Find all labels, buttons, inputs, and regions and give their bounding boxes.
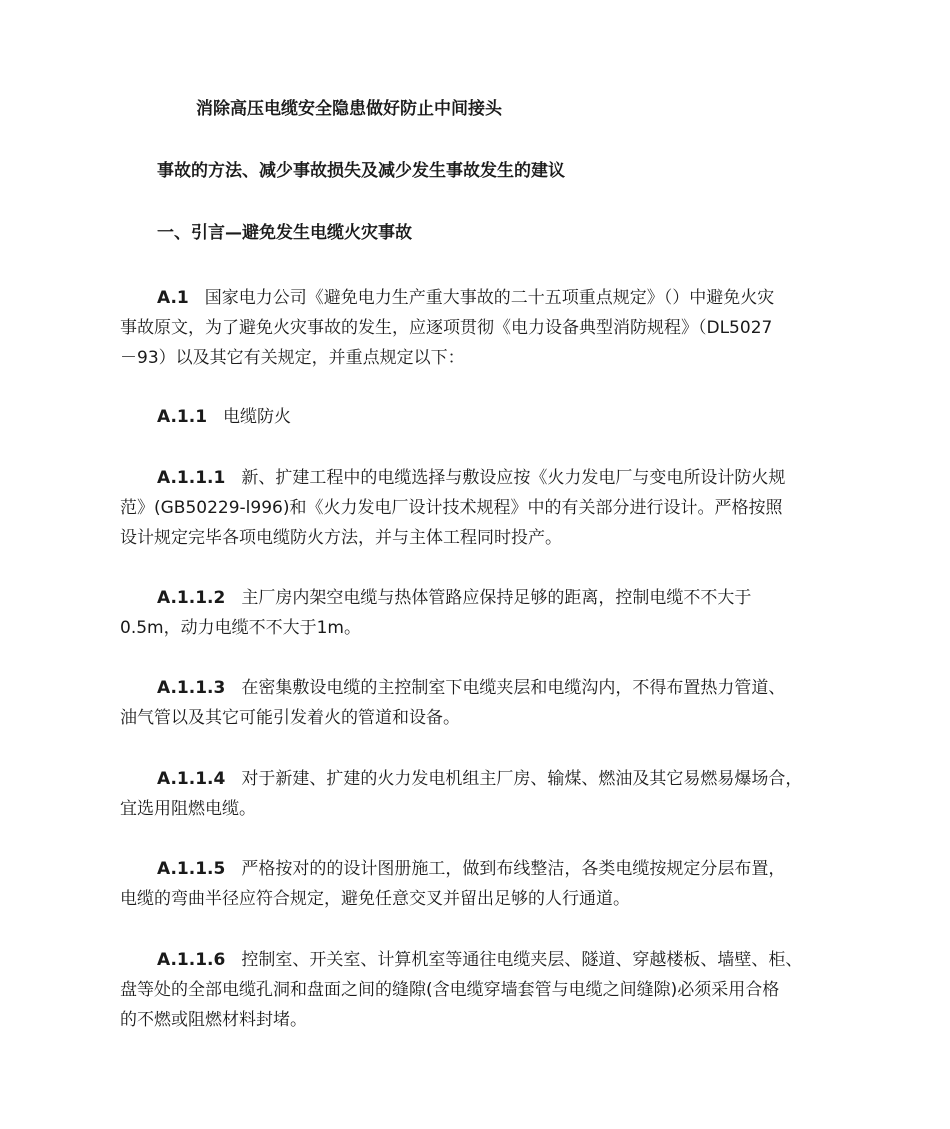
paragraph-text: 对于新建、扩建的火力发电机组主厂房、输煤、燃油及其它易燃易爆场合， [241,769,803,789]
paragraph-a1-1-2 [120,583,830,643]
document-title-line-1: 消除高压电缆安全隐患做好防止中间接头 [196,99,502,119]
clause-number: A.1.1.3 [157,678,226,698]
paragraph-text: 范》(GB50229-l996)和《火力发电厂设计技术规程》中的有关部分进行设计。严格按照 [120,498,783,518]
clause-number: A.1.1.5 [157,859,226,879]
paragraph-text: 电缆的弯曲半径应符合规定，避免任意交叉并留出足够的人行通道。 [120,889,630,909]
clause-number: A.1.1.2 [157,588,226,608]
paragraph-text: 新、扩建工程中的电缆选择与敷设应按《火力发电厂与变电所设计防火规 [241,468,786,488]
clause-number: A.1.1.4 [157,769,226,789]
paragraph-text: 国家电力公司《避免电力生产重大事故的二十五项重点规定》（）中避免火灾 [204,288,775,308]
paragraph-a1-1-3 [120,673,830,733]
paragraph-text: 控制室、开关室、计算机室等通往电缆夹层、隧道、穿越楼板、墙壁、柜、 [241,950,803,970]
section-heading: 一、引言—避免发生电缆火灾事故 [157,223,412,243]
paragraph-text: 电缆防火 [223,407,292,427]
document-title-line-2: 事故的方法、减少事故损失及减少发生事故发生的建议 [157,161,565,181]
paragraph-text: 油气管以及其它可能引发着火的管道和设备。 [120,708,460,728]
paragraph-text: －93）以及其它有关规定，并重点规定以下： [120,348,465,368]
paragraph-text: 主厂房内架空电缆与热体管路应保持足够的距离，控制电缆不不大于 [241,588,752,608]
paragraph-a1-1-1 [120,463,830,553]
paragraph-a1-1-6 [120,945,830,1035]
paragraph-a1-1-5 [120,854,830,914]
paragraph-text: 在密集敷设电缆的主控制室下电缆夹层和电缆沟内，不得布置热力管道、 [241,678,786,698]
paragraph-text: 的不燃或阻燃材料封堵。 [120,1010,307,1030]
paragraph-a1 [120,283,830,373]
clause-number: A.1 [157,288,189,308]
paragraph-text: 设计规定完毕各项电缆防火方法，并与主体工程同时投产。 [120,528,562,548]
paragraph-a1-1-4 [120,764,830,824]
paragraph-text: 事故原文，为了避免火灾事故的发生，应逐项贯彻《电力设备典型消防规程》（DL5027 [120,318,773,338]
clause-number: A.1.1.6 [157,950,226,970]
clause-number: A.1.1.1 [157,468,226,488]
paragraph-text: 宜选用阻燃电缆。 [120,799,256,819]
paragraph-text: 严格按对的的设计图册施工，做到布线整洁，各类电缆按规定分层布置， [241,859,786,879]
paragraph-text: 盘等处的全部电缆孔洞和盘面之间的缝隙(含电缆穿墙套管与电缆之间缝隙)必须采用合格 [120,980,780,1000]
paragraph-text: 0.5m，动力电缆不不大于1m。 [120,618,361,638]
clause-number: A.1.1 [157,407,208,427]
paragraph-a1-1 [120,402,830,432]
